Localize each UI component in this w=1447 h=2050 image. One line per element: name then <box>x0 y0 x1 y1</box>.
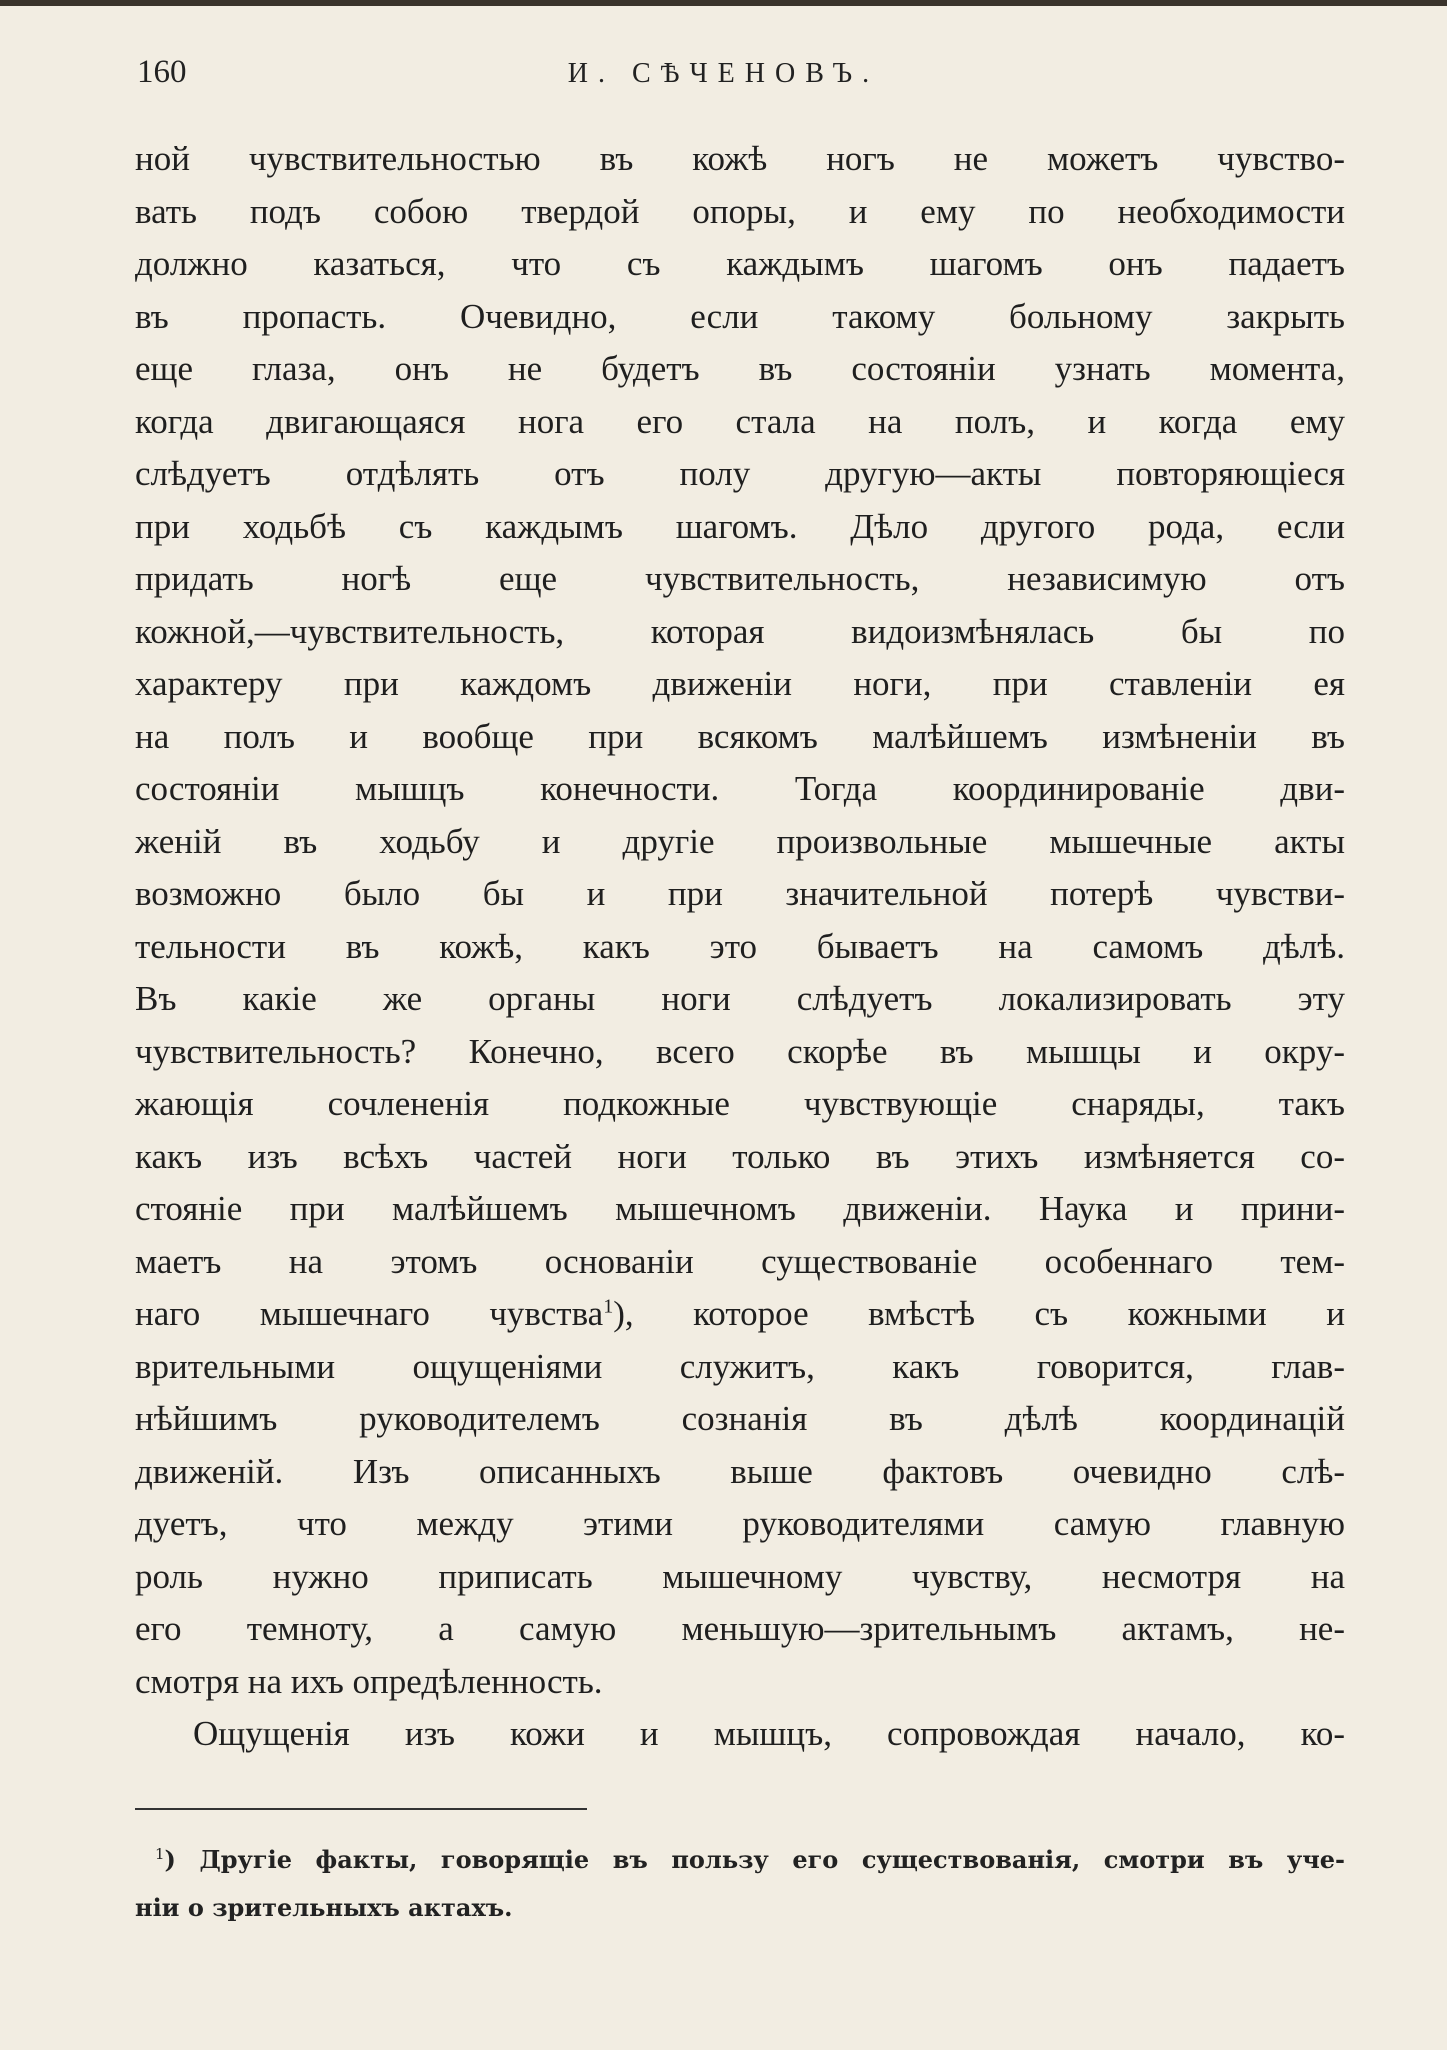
page-number: 160 <box>137 54 187 90</box>
text-line: маетъ на этомъ основаніи существованіе особеннаго тем- <box>135 1241 1345 1281</box>
footnote-divider <box>135 1808 587 1810</box>
text-line: чувствительность? Конечно, всего скорѣе въ мышцы и окру- <box>135 1031 1345 1071</box>
text-line: ной чувствительностью въ кожѣ ногъ не можетъ чувство- <box>135 139 1345 178</box>
text-line: придать ногѣ еще чувствительность, независимую отъ <box>135 559 1345 598</box>
text-line: должно казаться, что съ каждымъ шагомъ онъ падаетъ <box>135 244 1345 283</box>
footnote-reference[interactable]: 1 <box>603 1295 614 1318</box>
text-line: при ходьбѣ съ каждымъ шагомъ. Дѣло другого рода, если <box>135 506 1345 546</box>
footnote-line: ніи о зрительныхъ актахъ. <box>135 1893 513 1922</box>
text-line: движеній. Изъ описанныхъ выше фактовъ очевидно слѣ- <box>135 1451 1345 1491</box>
text-line: дуетъ, что между этими руководителями самую главную <box>135 1504 1345 1543</box>
text-line: жающія сочлененія подкожные чувствующіе снаряды, такъ <box>135 1084 1345 1123</box>
paragraph-end-line: смотря на ихъ опредѣленность. <box>135 1661 603 1701</box>
text-line: на полъ и вообще при всякомъ малѣйшемъ измѣненіи въ <box>135 716 1345 756</box>
text-line: слѣдуетъ отдѣлять отъ полу другую—акты повторяющіеся <box>135 454 1345 493</box>
text-line: когда двигающаяся нога его стала на полъ, и когда ему <box>135 401 1345 441</box>
text-line: еще глаза, онъ не будетъ въ состояніи узнать момента, <box>135 349 1345 388</box>
footnote <box>135 1836 1345 1932</box>
text-line: вать подъ собою твердой опоры, и ему по необходимости <box>135 191 1345 231</box>
text-line: роль нужно приписать мышечному чувству, несмотря на <box>135 1556 1345 1596</box>
text-line: возможно было бы и при значительной потерѣ чувстви- <box>135 874 1345 913</box>
text-line: тельности въ кожѣ, какъ это бываетъ на самомъ дѣлѣ. <box>135 926 1345 966</box>
text-line: кожной,—чувствительность, которая видоизмѣнялась бы по <box>135 611 1345 651</box>
paragraph-start-line: Ощущенія изъ кожи и мышцъ, сопровождая начало, ко- <box>193 1714 1345 1753</box>
text-line: стояніе при малѣйшемъ мышечномъ движеніи. Наука и прини- <box>135 1189 1345 1228</box>
text-line: его темноту, а самую меньшую—зрительнымъ актамъ, не- <box>135 1609 1345 1648</box>
footnote-text: ) Другіе факты, говорящіе въ пользу его существованія, смотри въ уче- <box>164 1845 1345 1874</box>
footnote-line <box>155 1836 1345 1884</box>
text-line: врительными ощущеніями служитъ, какъ говорится, глав- <box>135 1346 1345 1386</box>
text-line: въ пропасть. Очевидно, если такому больному закрыть <box>135 296 1345 336</box>
text-line: Въ какіе же органы ноги слѣдуетъ локализировать эту <box>135 979 1345 1018</box>
text-line: характеру при каждомъ движеніи ноги, при ставленіи ея <box>135 664 1345 703</box>
running-head: И. СѢЧЕНОВЪ. <box>567 58 880 89</box>
footnote-marker: 1 <box>155 1845 165 1863</box>
text-line-with-footnote-ref <box>135 1288 1345 1341</box>
text-line: какъ изъ всѣхъ частей ноги только въ этихъ измѣняется со- <box>135 1136 1345 1176</box>
body-text <box>135 133 1345 1761</box>
text-segment: ), которое вмѣстѣ съ кожными и <box>613 1294 1345 1333</box>
text-segment: наго мышечнаго чувства <box>135 1294 604 1333</box>
text-line: женій въ ходьбу и другіе произвольные мышечные акты <box>135 821 1345 861</box>
text-line: состояніи мышцъ конечности. Тогда координированіе дви- <box>135 769 1345 808</box>
text-line: нѣйшимъ руководителемъ сознанія въ дѣлѣ координацій <box>135 1399 1345 1438</box>
